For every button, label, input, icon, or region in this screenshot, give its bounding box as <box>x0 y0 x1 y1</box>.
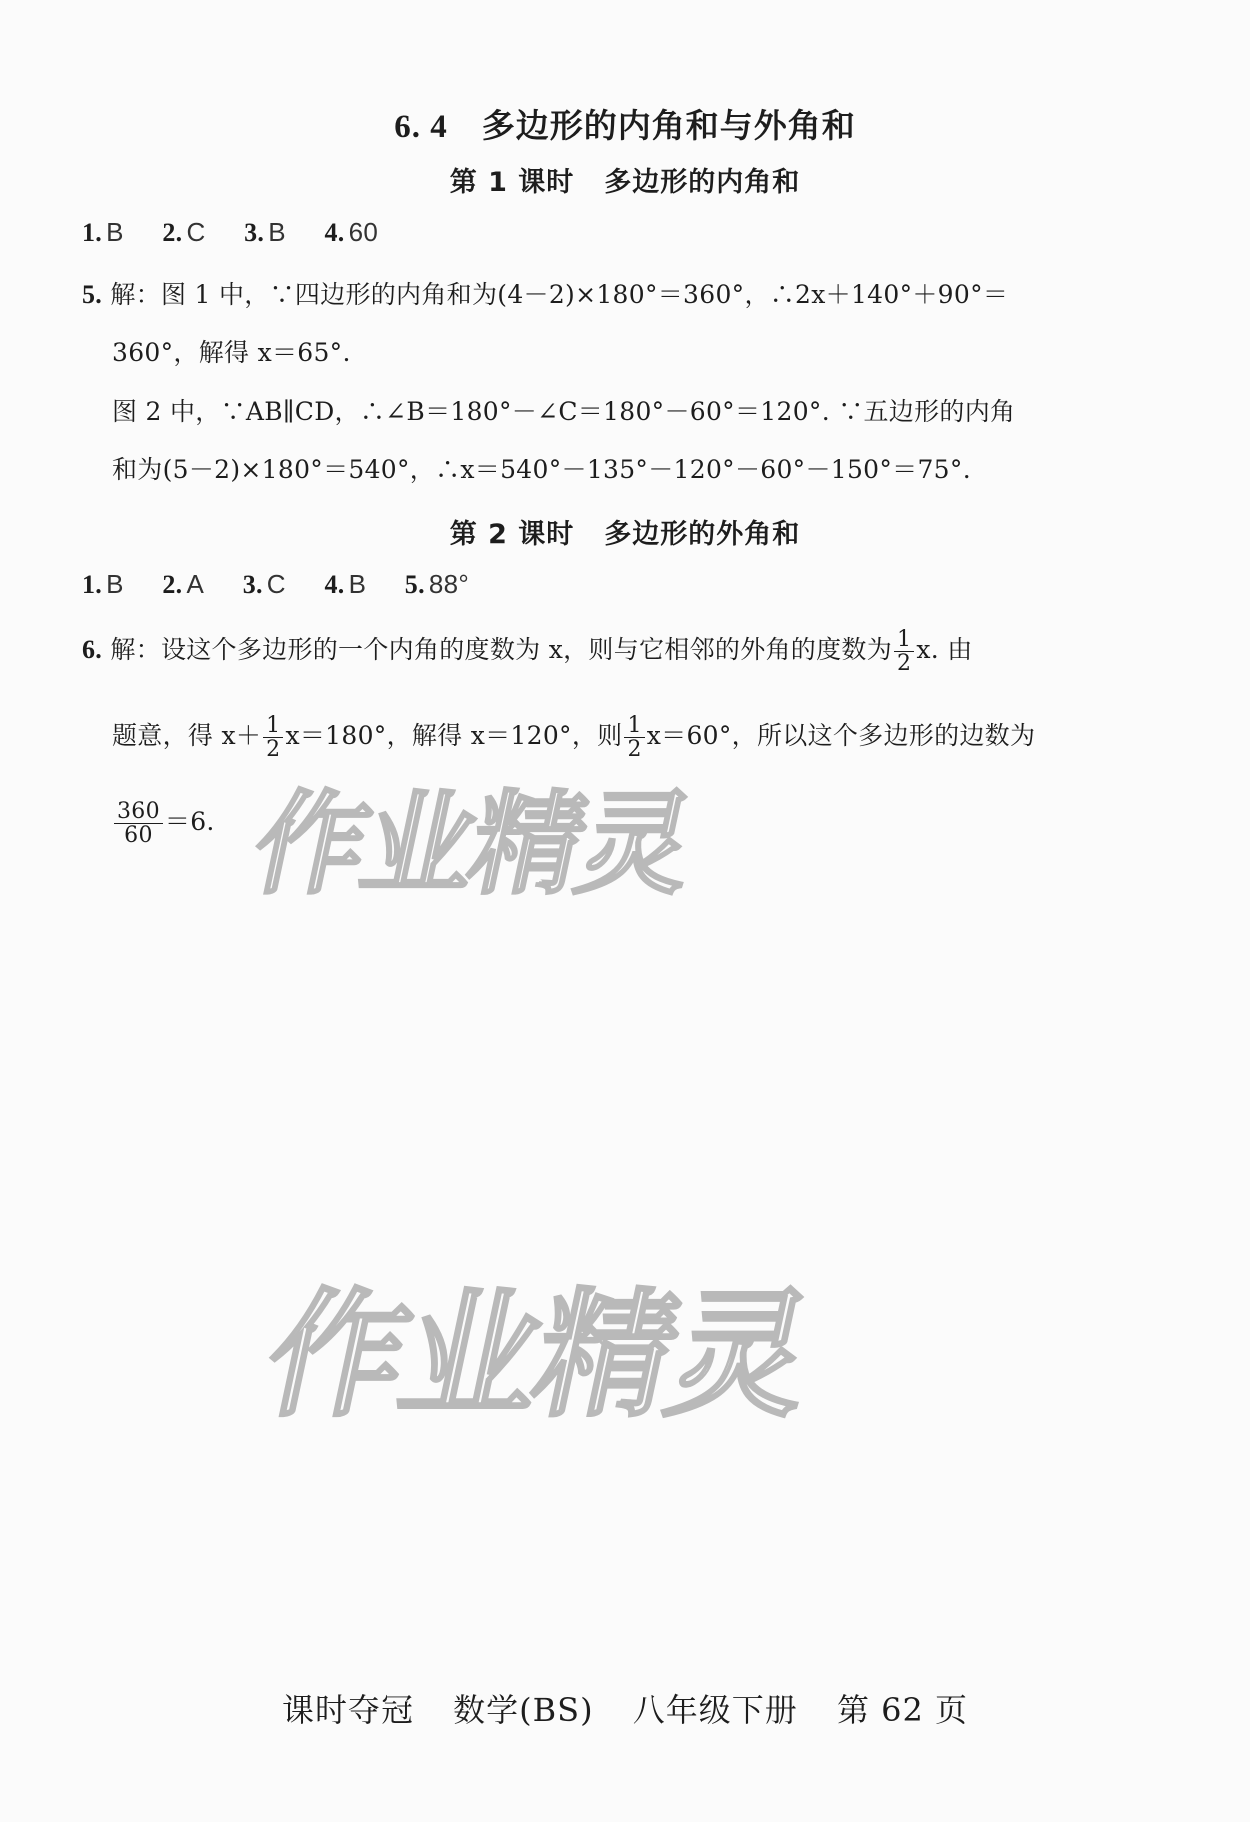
watermark-lower: 作业精灵 <box>252 1275 823 1436</box>
section-number: 6. 4 <box>394 109 448 145</box>
lesson1-title-number: 第 1 课时 <box>449 167 575 198</box>
q6-line1 <box>82 628 973 675</box>
q6-text-1-tail: x. 由 <box>916 635 973 665</box>
fraction-half: $\frac{1}{2}$ <box>263 714 283 761</box>
list-item: 4. B <box>324 569 367 599</box>
lesson2-choice-answers <box>82 569 499 600</box>
fraction-half: $\frac{1}{2}$ <box>624 714 644 761</box>
lesson2-title <box>0 512 1250 551</box>
list-item: 1. B <box>82 569 124 599</box>
footer-grade: 八年级下册 <box>632 1691 798 1729</box>
q5-line1 <box>82 275 1008 311</box>
fraction-360-60: $\frac{360}{60}$ <box>114 800 163 847</box>
list-item: 3. B <box>244 217 286 247</box>
fraction-half: $\frac{1}{2}$ <box>894 628 914 675</box>
q5-text-1: 解：图 1 中，∵四边形的内角和为(4－2)×180°＝360°，∴2x＋140°＋90°＝ <box>110 280 1009 309</box>
list-item: 4. 60 <box>324 217 379 247</box>
list-item: 5. 88° <box>404 569 470 599</box>
q6-text-2a: 题意，得 x＋ <box>112 721 262 751</box>
footer-book: 课时夺冠 <box>281 1691 414 1729</box>
lesson1-title <box>0 160 1250 199</box>
q6-text-3: ＝6. <box>164 807 215 837</box>
lesson1-choice-answers <box>82 217 408 248</box>
section-title-text: 多边形的内角和与外角和 <box>481 106 856 145</box>
list-item: 2. A <box>162 569 205 599</box>
q5-number: 5. <box>82 280 103 309</box>
q5-line2: 360°，解得 x＝65°. <box>112 338 351 367</box>
lesson2-title-text: 多边形的外角和 <box>604 519 801 550</box>
footer-subject: 数学(BS) <box>453 1691 594 1729</box>
section-title <box>0 100 1250 147</box>
q6-text-2c: x＝60°，所以这个多边形的边数为 <box>646 721 1036 751</box>
watermark-upper: 作业精灵 <box>242 780 702 910</box>
page-footer <box>0 1685 1250 1731</box>
footer-page-number: 第 62 页 <box>836 1691 969 1729</box>
lesson2-title-number: 第 2 课时 <box>449 519 575 550</box>
q6-text-1: 解：设这个多边形的一个内角的度数为 x，则与它相邻的外角的度数为 <box>110 635 893 665</box>
q6-text-2b: x＝180°，解得 x＝120°，则 <box>285 721 623 751</box>
q6-number: 6. <box>82 635 103 665</box>
list-item: 2. C <box>162 217 206 247</box>
list-item: 3. C <box>242 569 286 599</box>
q5-line4: 和为(5－2)×180°＝540°，∴x＝540°－135°－120°－60°－150°＝75°. <box>112 455 971 484</box>
list-item: 1. B <box>82 217 124 247</box>
lesson1-title-text: 多边形的内角和 <box>604 167 801 198</box>
q5-line3: 图 2 中，∵AB∥CD，∴∠B＝180°－∠C＝180°－60°＝120°. ∵五边形的内角 <box>112 397 1016 426</box>
q6-line3 <box>112 800 215 847</box>
